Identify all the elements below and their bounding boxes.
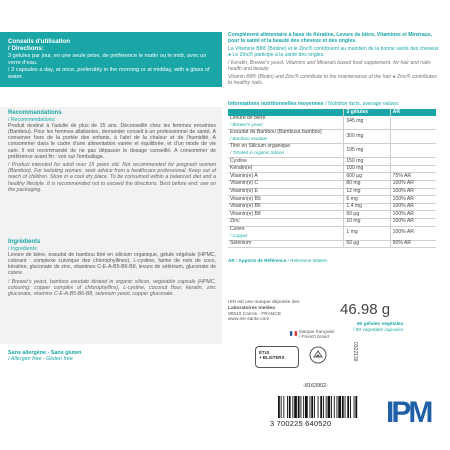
ingredients-subtitle: / Ingredients: (8, 245, 38, 252)
nutrient-name: Levure de bière / Brewer's yeast (228, 116, 344, 130)
barcode-bar (331, 396, 332, 418)
nutrient-ar (390, 129, 436, 143)
barcode-bar (298, 396, 300, 418)
col-ar: AR (390, 109, 436, 116)
barcode-bar (294, 396, 297, 418)
barcode-bar (318, 396, 319, 418)
recommendations-subtitle: / Recommendations: (8, 116, 56, 123)
barcode-bar (337, 396, 338, 418)
barcode-bar (326, 396, 327, 418)
recommendations-title: Recommandations (8, 110, 62, 116)
barcode-bar (355, 396, 357, 418)
barcode-number: 3 700225 640520 (270, 419, 332, 428)
nutrient-ar (390, 116, 436, 130)
nutrition-row (228, 129, 436, 143)
nutrient-ar: 100% AR (390, 211, 436, 219)
barcode-bar (305, 396, 308, 418)
barcode-bar (278, 396, 280, 418)
nutrient-ar (390, 165, 436, 173)
brand-info: ISN est une marque déposée des Laboratoires Ineldea 06510 Carros - FRANCE www.isn-sante.com (228, 300, 300, 323)
barcode-bar (287, 396, 288, 418)
desc-en-vit: Vitamin B8® (Biotin) and Zinc® contribute to the maintenance of the hair ● Zinc® contributes to healthy nails. (228, 74, 437, 86)
nutrient-dose: 345 mg (344, 116, 390, 130)
nutrient-ar: 100% AR (390, 188, 436, 196)
triman-recycle-icon (308, 345, 328, 365)
nutrition-table (228, 109, 436, 248)
directions-box (0, 32, 222, 87)
nutrition-row (228, 240, 436, 248)
nutrition-row (228, 180, 436, 188)
nutrition-row (228, 173, 436, 181)
desc-en: / Keratin, Brewer's yeast, Vitamins and Minerals based food supplement, for hair and nails health and beauty. (228, 60, 431, 72)
directions-text-en: / 3 capsules a day, at once, preferably in the morning or at midday, with a glass of water. (8, 67, 210, 80)
directions-text-fr: 3 gélules par jour, en une seule prise, de préférence le matin ou le midi, avec un verre d'eau. (8, 53, 207, 66)
desc-fr-bold: Complément alimentaire à base de Kératine, Levure de bière, Vitamines et Minéraux, pour la santé et la beauté des cheveux et des ongles. (228, 32, 433, 44)
barcode-bar (334, 396, 335, 418)
nutrient-ar (390, 158, 436, 166)
french-flag-icon (290, 331, 297, 336)
barcode-bar (323, 396, 324, 418)
nutrition-row (228, 188, 436, 196)
nutrient-name: Exsudat de Bambou (Bambusa bambos) / Bamboo exudate (228, 129, 344, 143)
directions-title: Conseils d'utilisation / Directions: (8, 38, 70, 52)
nutrient-dose: 12 mg (344, 188, 390, 196)
ingredients-text-en: / Brewer's yeast, bamboo exudate titrated in organic silicon, vegetable capsule (HPMC, colouring: copper complex of chlorophyllins), L-cystine, coconut flour, keratin, zinc gluconate, vitamins C-E-A-B5-B6-B8, selenium yeast, copper gluconate. (8, 278, 216, 298)
barcode-bar (342, 396, 344, 418)
barcode-bar (310, 396, 311, 418)
nutrient-dose: 600 µg (344, 173, 390, 181)
barcode-bar (292, 396, 293, 418)
recommendations-section (0, 107, 222, 244)
nutrient-ar: 100% AR (390, 218, 436, 226)
nutrient-name: Vitamin(e) E (228, 188, 344, 196)
nutrient-dose: 195 mg (344, 143, 390, 157)
nutrient-name: Vitamin(e) B5 (228, 196, 344, 204)
nutrient-name: Zinc (228, 218, 344, 226)
desc-fr-vit: La Vitamine B8® (Biotine) et le Zinc® contribuent au maintien de la bonne santé des cheveux ● Le Zinc® participe à la santé des ongles. (228, 46, 439, 58)
nutrient-name: Vitamin(e) B6 (228, 203, 344, 211)
nutrient-dose: 100 mg (344, 165, 390, 173)
nutrient-name: Kératin(e) (228, 165, 344, 173)
net-weight: 46.98 g (340, 301, 391, 318)
recycling-blisters-badge: ÉTUI + BLISTERS (255, 346, 299, 368)
nutrient-ar: 100% AR (390, 226, 436, 240)
nutrient-name: Sélénium (228, 240, 344, 248)
barcode-bar (347, 396, 349, 418)
nutrition-row (228, 218, 436, 226)
barcode (278, 396, 376, 418)
barcode-bar (281, 396, 282, 418)
nutrition-row (228, 211, 436, 219)
recommendations-text-en: / Product intended for adult over 15 years old. Not recommended for pregnant women (Bamboo). For lactating women, seek advice from a healthcare professional. Keep out of reach of children. Store in a cool dry place. To be consumed within a balanced diet and a healthy lifestyle. It is recommended not to exceed the directions. Best before end: see on the packaging. (8, 162, 216, 193)
barcode-bar (301, 396, 302, 418)
ingredients-text-fr: Levure de bière, exsudat de bambou titré en silicium organique, gélule végétale (HPMC, colorant : complexe cuivrique des chlorophyllines), L-cystine, farine de noix de coco, kératine, gluconate de zinc, vitamines C-E-A-B5-B6-B8, levure de sélénium, gluconate de cuivre. (8, 251, 216, 277)
barcode-bar (289, 396, 291, 418)
capsules-en: / 90 vegetable capsules (353, 328, 404, 333)
allergen-fr: Sans allergène - Sans gluten (8, 350, 82, 356)
col-dose: 3 gélules (344, 109, 390, 116)
nutrient-ar: 75% AR (390, 173, 436, 181)
ar-note: AR : Apports de Référence / Reference Intakes (228, 258, 328, 263)
nutrient-dose: 50 µg (344, 240, 390, 248)
nutrition-row (228, 165, 436, 173)
french-brand: Marque française / French brand (299, 329, 335, 340)
allergen-info (8, 350, 81, 363)
nutrient-dose: 10 mg (344, 218, 390, 226)
lot-number: 0322139 (352, 342, 358, 362)
barcode-bar (345, 396, 346, 418)
nutrient-dose: 6 mg (344, 196, 390, 204)
nutrient-name: Titré en Silicium organique / Titrated in organic Silicon (228, 143, 344, 157)
ipm-logo: IPM (386, 396, 431, 429)
nutrient-ar (390, 143, 436, 157)
nutrient-ar: 90% AR (390, 240, 436, 248)
nutrient-ar: 100% AR (390, 203, 436, 211)
nutrient-name: Cuivre / Copper (228, 226, 344, 240)
nutrient-name: Vitamin(e) B8 (228, 211, 344, 219)
barcode-bar (350, 396, 351, 418)
barcode-bar (328, 396, 331, 418)
barcode-bar (283, 396, 284, 418)
nutrient-name: Vitamin(e) C (228, 180, 344, 188)
ingredients-section (0, 236, 222, 344)
barcode-bar (338, 396, 341, 418)
nutrient-ar: 100% AR (390, 196, 436, 204)
barcode-bar (303, 396, 304, 418)
nutrient-dose: 150 mg (344, 158, 390, 166)
product-description (228, 32, 442, 88)
nutrient-dose: 300 mg (344, 129, 390, 143)
nutrient-dose: 1.4 mg (344, 203, 390, 211)
nutrient-dose: 1 mg (344, 226, 390, 240)
ingredients-title: Ingrédients (8, 239, 41, 245)
nutrition-row (228, 226, 436, 240)
barcode-bar (314, 396, 315, 418)
capsules-fr: 90 gélules végétales (357, 322, 404, 327)
nutrition-row (228, 158, 436, 166)
nutrient-name: Vitamin(e) A (228, 173, 344, 181)
nutrient-name: Cystine (228, 158, 344, 166)
barcode-bar (311, 396, 313, 418)
nutrient-dose: 80 mg (344, 180, 390, 188)
barcode-bar (354, 396, 355, 418)
nutrient-ar: 100% AR (390, 180, 436, 188)
nutrient-dose: 50 µg (344, 211, 390, 219)
barcode-bar (320, 396, 322, 418)
nutrition-row (228, 196, 436, 204)
nutrition-row (228, 116, 436, 130)
nutrition-row (228, 203, 436, 211)
recommendations-text-fr: Produit destiné à l'adulte de plus de 15 ans. Déconseillé chez les femmes enceintes (Bambou). Pour les femmes allaitantes, demander conseil à un professionnel de santé. A conserver hors de la portée des enfants, à l'abri de la chaleur et de l'humidité. A consommer dans le cadre d'une alimentation variée et équilibrée, et d'un mode de vie sain. Il est recommandé de ne pas dépasser le dosage conseillé. A consommer de préférence avant fin : voir sur l'emballage. (8, 122, 216, 160)
product-code: -8163902- (303, 383, 329, 389)
allergen-en: / Allergen free - Gluten free (8, 356, 73, 363)
nutrition-title: Informations nutritionnelles moyennes / Nutrition facts, average values: (228, 101, 400, 107)
nutrition-row (228, 143, 436, 157)
